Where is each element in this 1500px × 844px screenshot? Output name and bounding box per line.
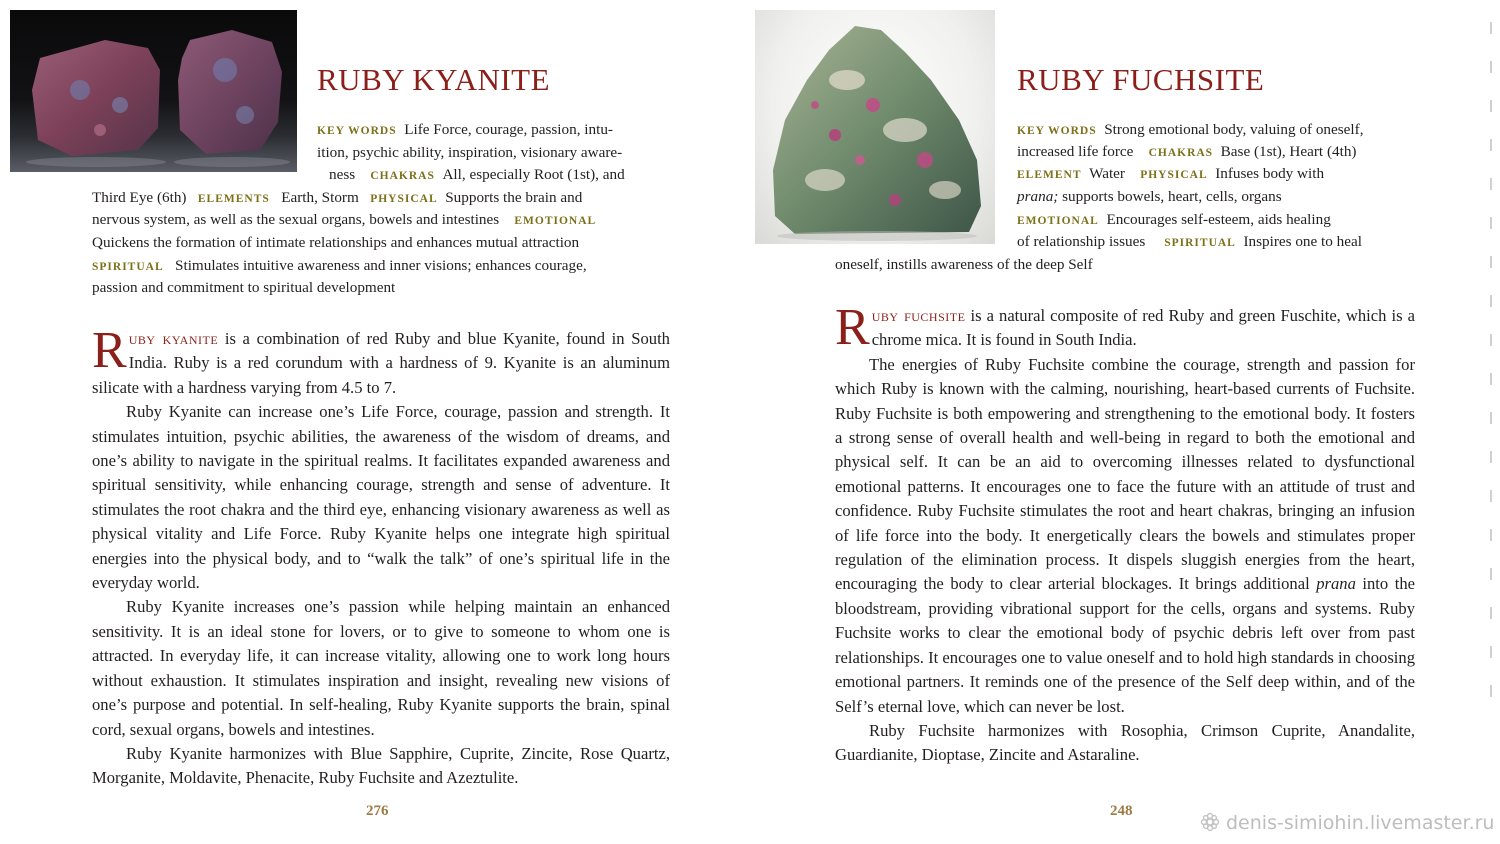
chakras-text: All, especially Root (1st), and	[442, 166, 625, 183]
lead-in: uby kyanite	[128, 329, 219, 348]
emotional-text: of relationship issues	[1017, 233, 1146, 250]
info-line-6	[1017, 231, 1362, 255]
body-paragraph	[92, 322, 670, 400]
ruby-fuchsite-photo	[755, 10, 995, 244]
emotional-text: Quickens the formation of intimate relationships and enhances mutual attraction	[92, 234, 580, 251]
watermark	[1200, 812, 1494, 834]
left-page	[0, 0, 745, 844]
body-paragraph: Ruby Kyanite harmonizes with Blue Sapphire, Cuprite, Zincite, Rose Quartz, Morganite, Moldavite, Phenacite, Ruby Fuchsite and Azeztulite.	[92, 743, 670, 788]
key-words-label: KEY WORDS	[317, 125, 397, 137]
key-words-text: Life Force, courage, passion, intu-	[404, 121, 613, 138]
chakras-label: CHAKRAS	[370, 170, 435, 182]
physical-text: supports bowels, heart, cells, organs	[1058, 188, 1282, 205]
paragraph-text: is a natural composite of red Ruby and green Fuschite, which is a chrome mica. It is found in South India.	[871, 306, 1415, 350]
emotional-label: EMOTIONAL	[1017, 215, 1099, 227]
emotional-label: EMOTIONAL	[514, 215, 597, 227]
chakras-text: Third Eye (6th)	[92, 189, 187, 206]
key-words-text: Strong emotional body, valuing of oneself,	[1104, 121, 1364, 138]
ruby-kyanite-photo	[10, 10, 297, 172]
spiritual-label: SPIRITUAL	[92, 261, 164, 273]
key-words-text: increased life force	[1017, 143, 1134, 160]
info-line-7	[92, 255, 587, 279]
paragraph-text: The energies of Ruby Fuchsite combine the courage, strength and passion for which Ruby is known with the calming, nourishing, heart-based currents of Fuchsite. Ruby Fuchsite is both empowering and strengthening to the emotional body. It fosters a strong sense of overall health and well-being in regard to both the emotional and physical self. It can be an aid to overcoming illnesses related to dysfunctional emotional patterns. It encourages one to face the future with an attitude of trust and confidence. Ruby Fuchsite stimulates the root and heart chakras, bringing an infusion of life force into the body. It energetically clears the bowels and stimulates proper regulation of the elimination process. It dispels sluggish energies from the heart, encouraging the body to clear arterial blockages. It brings additional	[835, 354, 1415, 594]
stone-title: RUBY KYANITE	[317, 62, 551, 97]
page-number: 276	[366, 803, 389, 819]
paragraph-text: is a combination of red Ruby and blue Kyanite, found in South India. Ruby is a red corundum with a hardness of 9. Kyanite is an aluminum silicate with a hardness varying from 4.5 to 7.	[92, 329, 670, 397]
info-line-1	[317, 119, 613, 143]
watermark-text: denis-simiohin.livemaster.ru	[1226, 812, 1495, 834]
info-line-4	[1017, 186, 1282, 209]
info-line-5	[92, 209, 596, 233]
info-line-7	[835, 254, 1093, 277]
drop-cap: R	[92, 322, 127, 379]
element-text: Water	[1089, 165, 1125, 182]
body-text	[92, 322, 670, 791]
body-paragraph: Ruby Kyanite can increase one’s Life Force, courage, passion and strength. It stimulates intuition, psychic abilities, the awareness of the wisdom of dreams, and one’s ability to navigate in the spiritual realms. It facilitates expanded awareness and spiritual sensitivity, while enhancing courage, strength and sense of adventure. It stimulates the root chakra and the third eye, enhancing visionary awareness as well as physical vitality and Life Force. Ruby Kyanite helps one integrate high spiritual energies into the physical body, and to “walk the talk” of one’s spiritual life in the everyday world.	[92, 402, 670, 593]
info-line-3	[329, 164, 625, 188]
element-label: ELEMENT	[1017, 169, 1082, 181]
key-words-text: ness	[329, 166, 356, 183]
flower-icon	[1200, 812, 1220, 832]
physical-label: PHYSICAL	[370, 193, 438, 205]
info-line-4	[92, 187, 582, 211]
body-text	[835, 299, 1415, 768]
key-words-text: ition, psychic ability, inspiration, visionary aware-	[317, 144, 623, 161]
page-number: 248	[1110, 803, 1133, 819]
physical-label: PHYSICAL	[1140, 169, 1208, 181]
spiritual-text: Stimulates intuitive awareness and inner visions; enhances courage,	[175, 257, 587, 274]
body-paragraph: Ruby Kyanite increases one’s passion while helping maintain an enhanced sensitivity. It is an ideal stone for lovers, or to give to someone to whom one is attracted. In everyday life, it can increase vitality, allowing one to work long hours without exhaustion. It stimulates inspiration and insight, revealing new visions of one’s purpose and potential. In self-healing, Ruby Kyanite supports the brain, spinal cord, sexual organs, bowels and intestines.	[92, 597, 670, 739]
physical-text: nervous system, as well as the sexual organs, bowels and intestines	[92, 211, 500, 228]
spiritual-text: Inspires one to heal	[1243, 233, 1362, 250]
info-line-5	[1017, 209, 1331, 233]
paragraph-text: into the bloodstream, providing vibrational support for the cells, organs and systems. Ruby Fuchsite works to clear the emotional body of psychic debris left over from past relationships. It encourages one to value oneself and to hold high standards in choosing emotional partners. It reminds one of the presence of the Self deep within, and of the Self’s eternal love, which can never be lost.	[835, 574, 1415, 716]
key-words-label: KEY WORDS	[1017, 125, 1097, 137]
spiritual-label: SPIRITUAL	[1164, 237, 1236, 249]
info-line-6	[92, 232, 579, 255]
prana-text: prana	[1316, 574, 1356, 594]
physical-text: Supports the brain and	[445, 189, 583, 206]
body-paragraph	[835, 353, 1415, 719]
elements-text: Earth, Storm	[281, 189, 359, 206]
spiritual-text: oneself, instills awareness of the deep Self	[835, 256, 1093, 273]
body-paragraph	[835, 299, 1415, 356]
chakras-label: CHAKRAS	[1148, 147, 1214, 159]
info-line-3	[1017, 163, 1324, 187]
info-line-2	[1017, 141, 1356, 165]
emotional-text: Encourages self-esteem, aids healing	[1106, 211, 1331, 228]
right-page	[745, 0, 1500, 844]
elements-label: ELEMENTS	[197, 193, 270, 205]
lead-in: uby fuchsite	[871, 306, 966, 325]
info-line-1	[1017, 119, 1364, 143]
prana-text: prana;	[1017, 188, 1059, 205]
page-edge-marks	[1486, 22, 1494, 722]
physical-text: Infuses body with	[1215, 165, 1325, 182]
spiritual-text: passion and commitment to spiritual development	[92, 279, 396, 296]
chakras-text: Base (1st), Heart (4th)	[1220, 143, 1357, 160]
drop-cap: R	[835, 299, 870, 356]
info-line-2	[317, 142, 622, 165]
stone-title: RUBY FUCHSITE	[1017, 62, 1265, 97]
body-paragraph: Ruby Fuchsite harmonizes with Rosophia, Crimson Cuprite, Anandalite, Guardianite, Dioptase, Zincite and Astaraline.	[835, 720, 1415, 765]
info-line-8	[92, 277, 395, 300]
